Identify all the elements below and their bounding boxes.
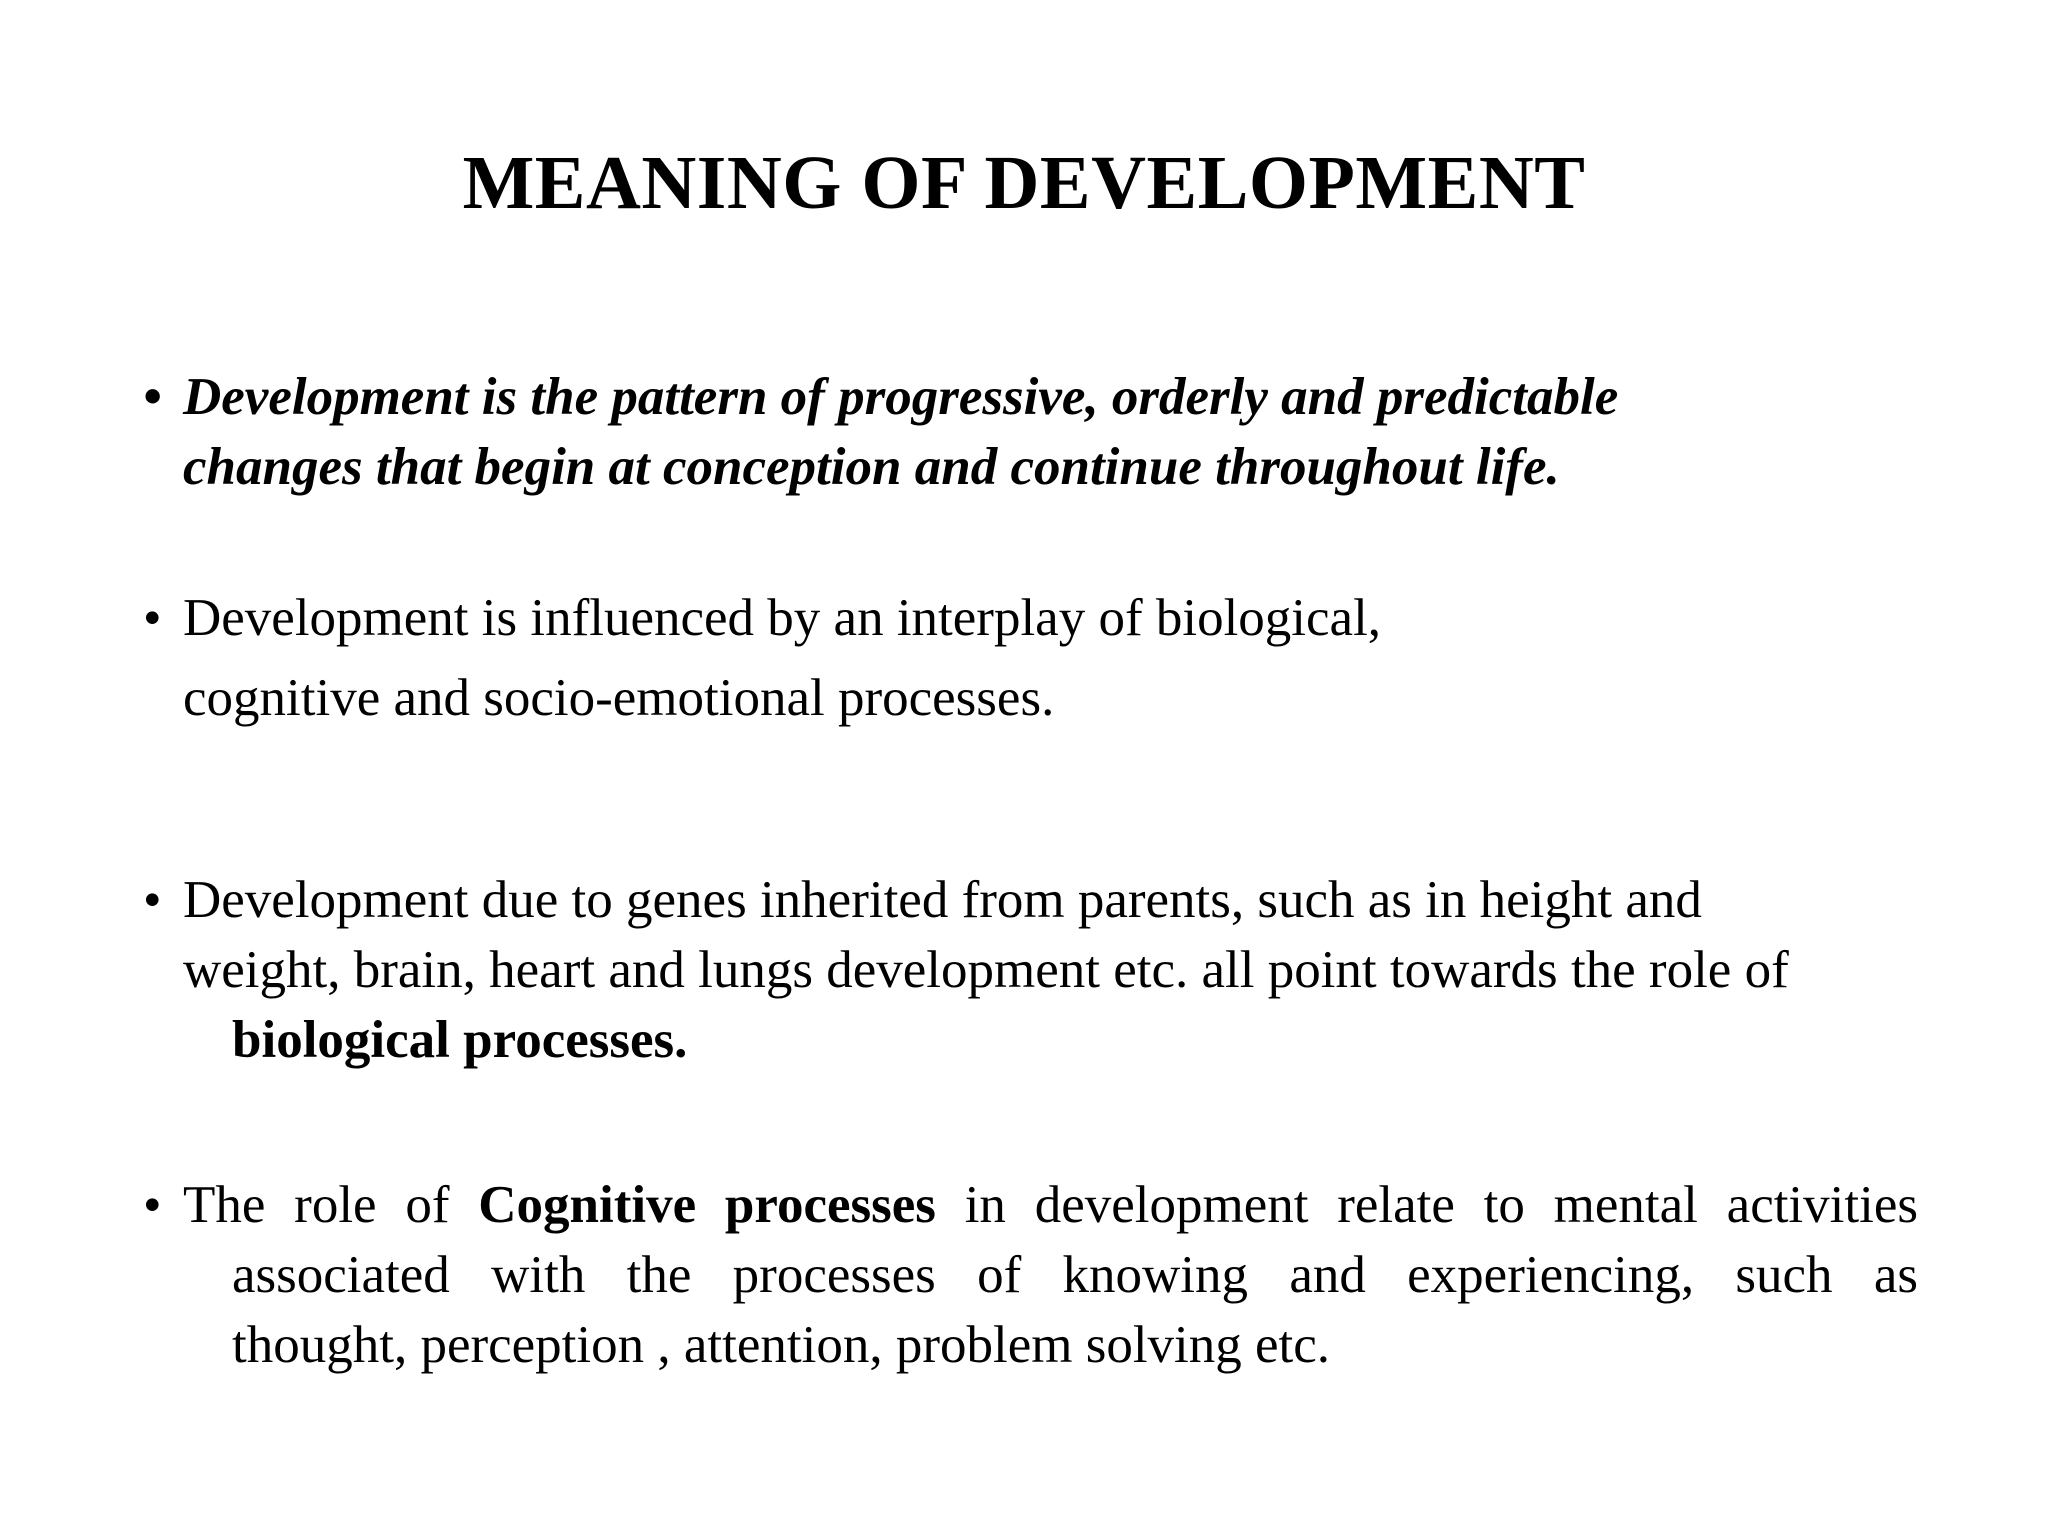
bullet-definition <box>143 362 1883 502</box>
page-title: MEANING OF DEVELOPMENT <box>462 141 1586 225</box>
bullet-text-line: Development due to genes inherited from parents, such as in height and <box>183 871 1702 929</box>
bullet-text-line: Development is the pattern of progressive, orderly and predictable <box>183 368 1619 426</box>
bullet-prefix: The role of <box>183 1176 479 1234</box>
bullet-marker: • <box>143 1176 162 1234</box>
bullet-text-line: Development is influenced by an interplay of biological, <box>183 589 1382 647</box>
bullet-text-line: associated with the processes of knowing and experiencing, such as <box>232 1246 1918 1304</box>
bullet-influences <box>143 578 1883 738</box>
bullet-suffix: in development relate to mental activities <box>935 1176 1918 1234</box>
emphasis-cognitive-processes: Cognitive processes <box>478 1176 936 1234</box>
bullet-cognitive <box>143 1170 1918 1380</box>
bullet-emphasis-line <box>183 1005 1953 1075</box>
bullet-text-line: changes that begin at conception and continue throughout life. <box>183 438 1560 496</box>
bullet-text-line: cognitive and socio-emotional processes. <box>183 669 1055 727</box>
bullet-marker: • <box>143 871 162 929</box>
bullet-marker: • <box>143 368 162 426</box>
bullet-text-line: weight, brain, heart and lungs development etc. all point towards the role of <box>183 941 1789 999</box>
bullet-text-line: thought, perception , attention, problem solving etc. <box>232 1316 1331 1374</box>
emphasis-biological-processes: biological processes. <box>232 1011 688 1069</box>
bullet-marker: • <box>143 589 162 647</box>
bullet-text-line <box>183 1170 1918 1240</box>
bullet-biological <box>143 865 1953 1075</box>
